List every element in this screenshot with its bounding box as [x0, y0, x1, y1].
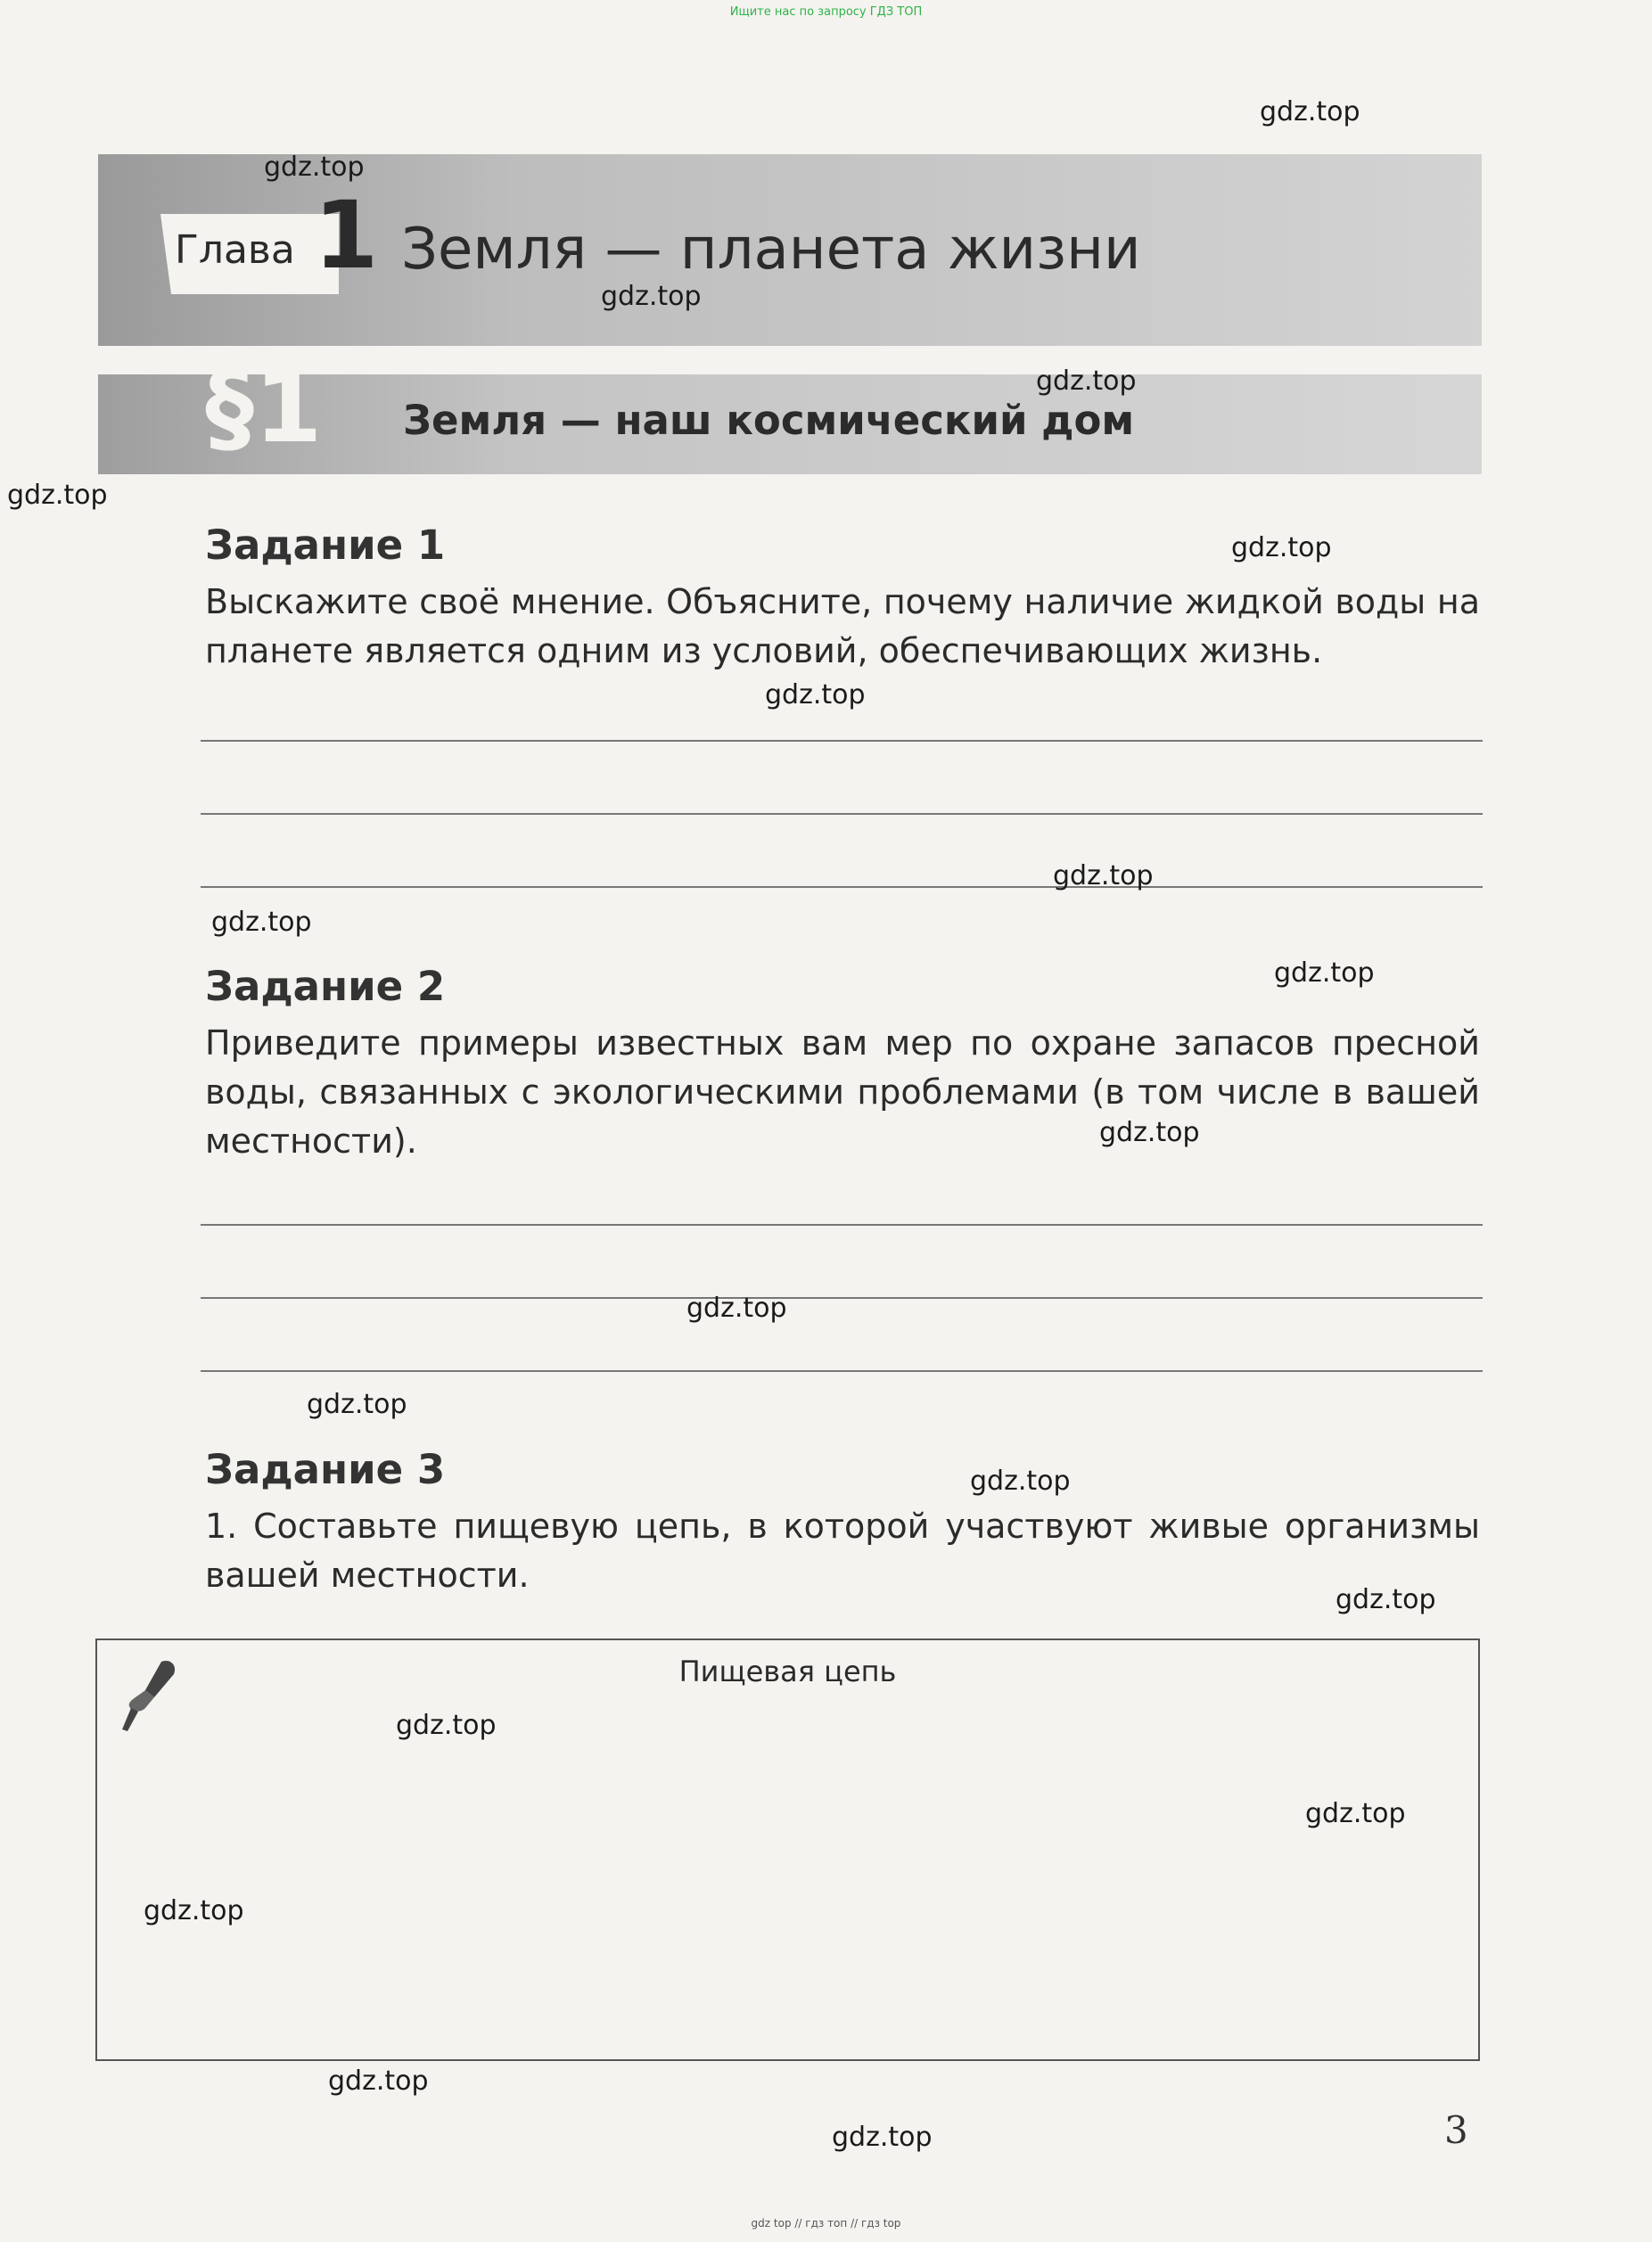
answer-line[interactable] [201, 740, 1483, 742]
watermark: gdz.top [1260, 96, 1360, 127]
watermark: gdz.top [7, 480, 108, 511]
watermark: gdz.top [1053, 860, 1154, 891]
watermark: gdz.top [970, 1466, 1071, 1497]
watermark: gdz.top [601, 281, 702, 312]
watermark: gdz.top [1336, 1584, 1436, 1615]
watermark: gdz.top [686, 1293, 787, 1324]
footer-note: gdz top // гдз топ // гдз top [751, 2217, 901, 2230]
watermark: gdz.top [307, 1389, 407, 1420]
header-note: Ищите нас по запросу ГДЗ ТОП [729, 5, 923, 19]
answer-line[interactable] [201, 1370, 1483, 1372]
task-1-heading: Задание 1 [205, 521, 446, 569]
watermark: gdz.top [211, 907, 312, 938]
watermark: gdz.top [1231, 532, 1332, 563]
answer-line[interactable] [201, 886, 1483, 888]
watermark: gdz.top [144, 1895, 244, 1926]
brush-icon [119, 1656, 181, 1737]
food-chain-box[interactable] [95, 1638, 1480, 2061]
food-chain-title: Пищевая цепь [678, 1655, 897, 1688]
watermark: gdz.top [1305, 1798, 1406, 1829]
task-3-heading: Задание 3 [205, 1446, 446, 1493]
paragraph-title: Земля — наш космический дом [403, 397, 1135, 444]
page-number: 3 [1444, 2108, 1468, 2152]
watermark: gdz.top [264, 152, 365, 183]
task-3-text: 1. Составьте пищевую цепь, в которой участвуют живые организмы вашей местности. [205, 1507, 1480, 1595]
watermark: gdz.top [1099, 1117, 1200, 1148]
paragraph-sign: §1 [205, 350, 323, 464]
answer-line[interactable] [201, 1224, 1483, 1226]
task-2-text: Приведите примеры известных вам мер по охране запасов пресной воды, связанных с экологическими проблемами (в том числе в вашей местности). [205, 1023, 1480, 1161]
chapter-number: 1 [314, 181, 379, 290]
chapter-word: Глава [175, 227, 295, 273]
watermark: gdz.top [1036, 365, 1137, 397]
watermark: gdz.top [328, 2065, 429, 2097]
watermark: gdz.top [1274, 957, 1375, 989]
watermark: gdz.top [396, 1710, 497, 1741]
watermark: gdz.top [765, 679, 866, 710]
task-2-heading: Задание 2 [205, 963, 446, 1010]
answer-line[interactable] [201, 813, 1483, 815]
task-1-text: Выскажите своё мнение. Объясните, почему наличие жидкой воды на планете является одним из условий, обеспечивающих жизнь. [205, 582, 1480, 670]
chapter-title: Земля — планета жизни [401, 217, 1141, 283]
watermark: gdz.top [832, 2122, 933, 2153]
answer-line[interactable] [201, 1297, 1483, 1299]
